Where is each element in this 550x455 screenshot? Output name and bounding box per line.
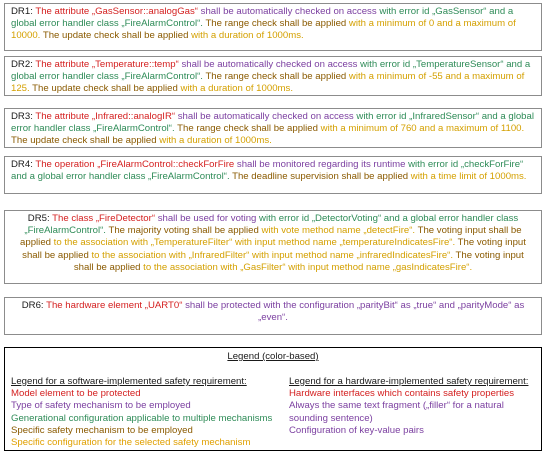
requirement-segment: with error id „checkForFire“ and a global error handler class „FireAlarmControl“.: [11, 159, 524, 183]
requirement-segment: to the association with „GasFilter“ with input method name „gasIndicatesFire“.: [143, 261, 473, 273]
requirement-segment: with a minimum of 0 and a maximum of 10000.: [11, 18, 516, 42]
requirement-segment: shall be protected with the configuration: [185, 300, 357, 311]
requirement-segment: DR5:: [27, 213, 53, 224]
requirement-segment: with a time limit of 1000ms.: [410, 171, 527, 183]
requirement-segment: DR2:: [11, 59, 36, 70]
requirement-segment: shall be automatically checked on access: [177, 111, 357, 122]
requirement-segment: The hardware element „UART0“: [46, 300, 186, 311]
requirement-segment: with vote method name „detectFire“.: [261, 225, 418, 237]
legend-item: Type of safety mechanism to be employed: [11, 400, 191, 412]
requirement-segment: The range check shall be applied: [205, 18, 349, 30]
legend-item: Configuration of key-value pairs: [289, 424, 424, 436]
requirement-segment: DR1:: [11, 6, 36, 17]
requirement-segment: The update check shall be applied: [32, 83, 181, 95]
requirement-segment: shall be automatically checked on access: [200, 6, 380, 17]
legend-item: Specific configuration for the selected safety mechanism: [11, 437, 251, 449]
requirement-segment: DR3:: [11, 111, 36, 122]
legend-item: Hardware interfaces which contains safety properties: [289, 388, 515, 400]
requirement-segment: The voting input shall be applied: [22, 237, 526, 261]
requirement-segment: „parityBit“ as „true“ and „parityMode“ as „even“.: [258, 300, 525, 324]
requirement-segment: The attribute „Temperature::temp“: [35, 59, 182, 70]
requirement-segment: The voting input shall be applied: [73, 249, 524, 273]
requirement-segment: with a minimum of -55 and a maximum of 125.: [11, 71, 525, 95]
requirement-segment: The range check shall be applied: [205, 71, 349, 83]
requirement-segment: with a minimum of 760 and a maximum of 1100.: [320, 123, 525, 135]
requirement-segment: to the association with „InfraredFilter“ with input method name „infraredIndicatesFire“.: [91, 249, 456, 261]
requirement-segment: The operation „FireAlarmControl::checkForFire: [35, 159, 237, 170]
requirement-segment: The voting input shall be applied: [20, 225, 522, 249]
requirement-dr4: [4, 156, 542, 194]
requirement-segment: The class „FireDetector“: [52, 213, 158, 224]
requirement-segment: The deadline supervision shall be applied: [232, 171, 411, 183]
legend-item: Generational configuration applicable to multiple mechanisms: [11, 412, 273, 424]
requirement-segment: The majority voting shall be applied: [108, 225, 262, 237]
requirement-segment: The update check shall be applied: [42, 30, 192, 42]
requirement-dr1: [4, 3, 542, 51]
requirement-segment: shall be used for voting: [157, 213, 260, 224]
requirement-segment: DR6:: [21, 300, 47, 311]
requirement-segment: The update check shall be applied: [11, 135, 160, 147]
requirement-segment: with error id „GasSensor“ and a global error handler class „FireAlarmControl“.: [11, 6, 514, 30]
requirement-segment: The attribute „Infrared::analogIR“: [35, 111, 178, 122]
legend-software-column: [11, 376, 273, 449]
requirement-segment: DR4:: [11, 159, 36, 170]
requirement-segment: with a duration of 1000ms.: [191, 30, 304, 42]
requirement-dr6: [4, 297, 542, 335]
requirement-dr5: [4, 210, 542, 284]
requirement-dr3: [4, 108, 542, 148]
legend-item: Model element to be protected: [11, 388, 141, 400]
legend-title: Legend (color-based): [227, 351, 319, 362]
requirement-segment: shall be automatically checked on access: [181, 59, 361, 70]
requirement-segment: to the association with „TemperatureFilter“ with input method name „temperatureIndicatesFire“.: [53, 237, 458, 249]
requirement-segment: The range check shall be applied: [177, 123, 321, 135]
legend-software-header: Legend for a software-implemented safety requirement:: [11, 376, 247, 387]
legend-item: Specific safety mechanism to be employed: [11, 424, 193, 436]
requirement-segment: with error id „DetectorVoting“ and a global error handler class „FireAlarmControl“.: [24, 213, 519, 237]
requirement-segment: with a duration of 1000ms.: [180, 83, 293, 95]
requirement-segment: shall be monitored regarding its runtime: [236, 159, 409, 170]
legend-item: Always the same text fragment („filler“ for a natural sounding sentence): [289, 400, 504, 424]
requirement-segment: The attribute „GasSensor::analogGas“: [35, 6, 201, 17]
requirement-segment: with error id „TemperatureSensor“ and a global error handler class „FireAlarmControl“.: [11, 59, 531, 83]
requirement-segment: with error id „InfraredSensor“ and a global error handler class „FireAlarmControl“.: [11, 111, 534, 135]
requirement-segment: with a duration of 1000ms.: [159, 135, 272, 147]
requirement-dr2: [4, 56, 542, 96]
legend-box: [4, 347, 542, 451]
legend-hardware-header: Legend for a hardware-implemented safety requirement:: [289, 376, 529, 387]
legend-hardware-column: [289, 376, 550, 437]
